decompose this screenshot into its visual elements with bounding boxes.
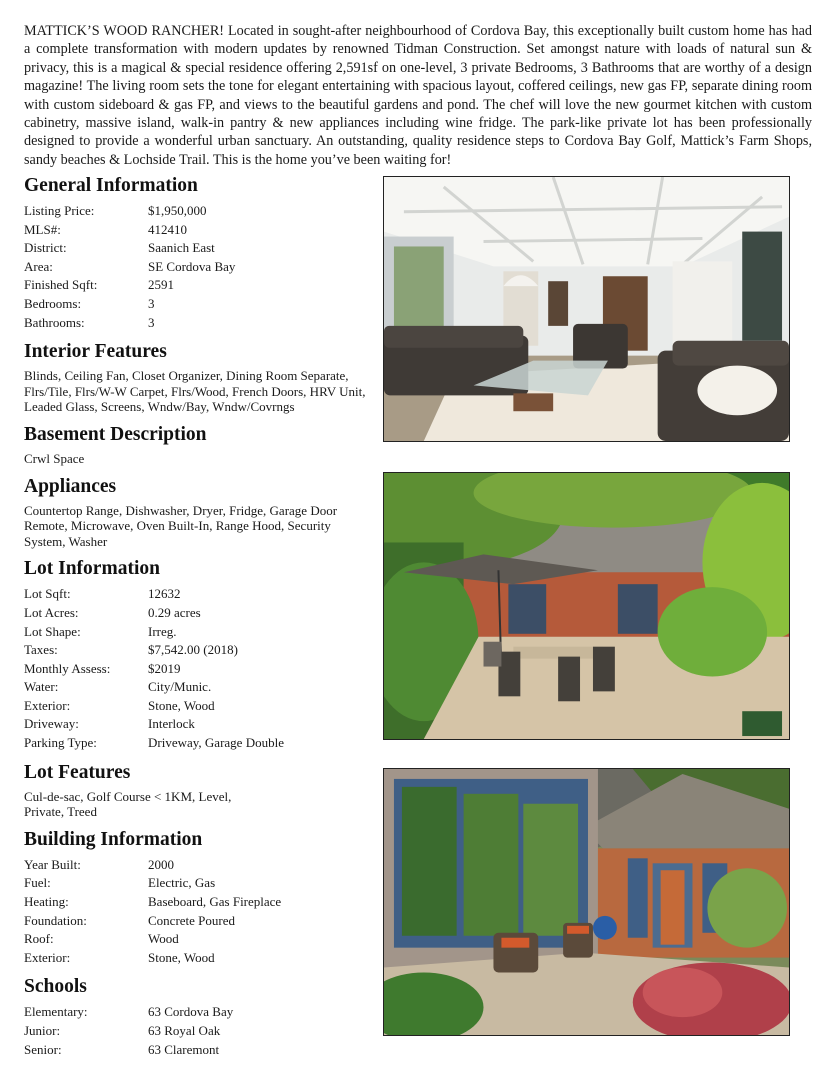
patio-photo [383,472,790,740]
general-information-section [24,174,369,332]
info-row: Driveway: Interlock [24,716,195,732]
section-heading: Lot Information [24,558,160,580]
building-information-section [24,828,369,968]
info-row: Listing Price: $1,950,000 [24,203,207,218]
lot-features-text: Cul-de-sac, Golf Course < 1KM, Level, Private, Treed [24,788,232,820]
basement-section [24,423,369,467]
info-row: Finished Sqft: 2591 [24,277,174,293]
info-row: Lot Shape: Irreg. [24,623,177,639]
courtyard-photo [383,768,790,1036]
info-row: Year Built: 2000 [24,856,174,872]
info-row: Exterior: Stone, Wood [24,949,215,965]
info-row: Junior: 63 Royal Oak [24,1023,221,1038]
appliances-section [24,475,369,550]
info-row: MLS#: 412410 [24,221,187,237]
section-heading: Building Information [24,828,203,850]
section-heading: Lot Features [24,761,131,783]
info-row: Area: SE Cordova Bay [24,258,236,274]
basement-text: Crwl Space [24,450,85,466]
schools-section [24,975,369,1059]
info-row: Exterior: Stone, Wood [24,697,215,713]
interior-features-section [24,340,369,415]
lot-features-section [24,761,369,820]
info-row: Lot Sqft: 12632 [24,586,181,602]
info-row: Bathrooms: 3 [24,314,155,330]
info-row: Fuel: Electric, Gas [24,875,216,891]
info-row: Senior: 63 Claremont [24,1041,220,1057]
info-row: Foundation: Concrete Poured [24,912,236,928]
details-column [24,174,369,1067]
section-heading: General Information [24,175,198,196]
living-room-photo [383,176,790,442]
info-row: Lot Acres: 0.29 acres [24,604,201,620]
info-row: Water: City/Munic. [24,679,212,695]
lot-information-section [24,557,369,752]
section-heading: Interior Features [24,341,167,363]
info-row: District: Saanich East [24,240,215,256]
info-row: Taxes: $7,542.00 (2018) [24,642,238,658]
section-heading: Appliances [24,475,117,497]
section-heading: Basement Description [24,423,207,445]
interior-features-text: Blinds, Ceiling Fan, Closet Organizer, Dining Room Separate, Flrs/Tile, Flrs/W-W Carpet, Flrs/Wood, French Doors, HRV Unit, Leaded Glass, Screens, Wndw/Bay, Wndw/Covrngs [24,368,366,415]
section-heading: Schools [24,976,87,998]
info-row: Bedrooms: 3 [24,295,155,311]
appliances-text: Countertop Range, Dishwasher, Dryer, Fridge, Garage Door Remote, Microwave, Oven Built-In, Range Hood, Security System, Washer [24,502,338,549]
info-row: Parking Type: Driveway, Garage Double [24,735,284,751]
listing-description: MATTICK’S WOOD RANCHER! Located in sought-after neighbourhood of Cordova Bay, this exceptionally built custom home has had a complete transformation with modern updates by renowned Tidman Construction. Set amongst nature with loads of natural sun & privacy, this is a magical & special residence offering 2,591sf on one-level, 3 private Bedrooms, 3 Bathrooms that are worthy of a design magazine! The living room sets the tone for elegant entertaining with spacious layout, coffered ceilings, new gas FP, separate dining room with custom sideboard & gas FP, and views to the beautiful gardens and pond. The chef will love the new gourmet kitchen with custom cabinetry, massive island, walk-in pantry & new appliances including wine fridge. The park-like private lot has been professionally designed to provide a wonderful urban sanctuary. An outstanding, quality residence steps to Cordova Bay Golf, Mattick’s Farm Shops, sandy beaches & Lochside Trail. This is the home you’ve been waiting for! [24,23,812,168]
info-row: Roof: Wood [24,931,179,947]
info-row: Heating: Baseboard, Gas Fireplace [24,894,282,910]
info-row: Elementary: 63 Cordova Bay [24,1004,234,1020]
info-row: Monthly Assess: $2019 [24,660,181,676]
